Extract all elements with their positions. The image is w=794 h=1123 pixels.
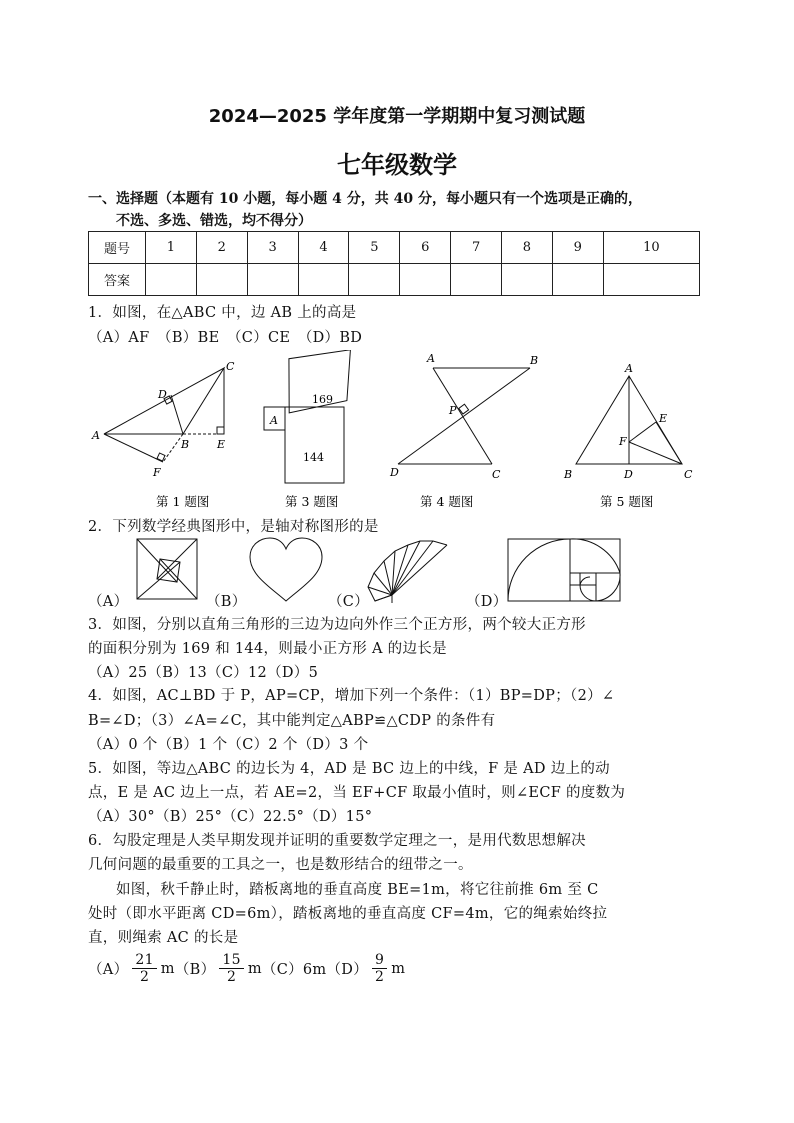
- spiral-fan-figure: [368, 541, 447, 603]
- row-label: 题号: [89, 232, 146, 264]
- q5-line1: 5．如图，等边△ABC 的边长为 4，AD 是 BC 边上的中线，F 是 AD 边上的动: [88, 761, 610, 777]
- q2-option-b: （B）: [206, 594, 247, 610]
- question-number: 6: [400, 232, 451, 264]
- q6-line1: 6．勾股定理是人类早期发现并证明的重要数学定理之一，是用代数思想解决: [88, 833, 586, 849]
- answer-cell[interactable]: [196, 264, 247, 296]
- q3-options: （A）25（B）13（C）12（D）5: [88, 665, 319, 681]
- q2-stem: 2．下列数学经典图形中，是轴对称图形的是: [88, 519, 379, 535]
- q5-line2: 点，E 是 AC 边上一点，若 AE=2，当 EF+CF 取最小值时，则∠ECF 的度数为: [88, 785, 626, 801]
- fig1-label-b: B: [181, 438, 190, 451]
- q6-option-b: （B）: [174, 962, 216, 979]
- fig3-caption: 第 3 题图: [285, 494, 339, 509]
- answer-cell[interactable]: [247, 264, 298, 296]
- unit-a: m: [160, 960, 175, 977]
- fig1-label-f: F: [153, 466, 161, 479]
- fraction-b-num: 15: [219, 952, 243, 969]
- unit-b: m: [247, 960, 262, 977]
- table-row: [89, 264, 700, 296]
- fig3-label-a: A: [270, 414, 278, 427]
- answer-cell[interactable]: [451, 264, 502, 296]
- q2-option-c: （C）: [328, 594, 369, 610]
- table-row: [89, 232, 700, 264]
- question-number: 8: [502, 232, 553, 264]
- fraction-a-den: 2: [139, 969, 150, 986]
- fig5-label-c: C: [684, 468, 693, 481]
- golden-spiral-figure: [508, 539, 620, 601]
- section-heading-cont: 不选、多选、错选，均不得分）: [116, 213, 312, 229]
- fraction-d: [372, 952, 387, 985]
- q2-option-d: （D）: [466, 594, 508, 610]
- fig5-label-e: E: [659, 412, 668, 425]
- q5-options: （A）30°（B）25°（C）22.5°（D）15°: [88, 809, 373, 825]
- unit-d: m: [391, 960, 406, 977]
- fig1-caption: 第 1 题图: [156, 494, 210, 509]
- fig5-label-f: F: [619, 435, 627, 448]
- q1-stem: 1．如图，在△ABC 中，边 AB 上的高是: [88, 305, 357, 321]
- fig1-label-e: E: [217, 438, 226, 451]
- fig4-label-a: A: [427, 352, 435, 365]
- answer-cell[interactable]: [146, 264, 197, 296]
- question-number: 5: [349, 232, 400, 264]
- q1-options: （A）AF （B）BE （C）CE （D）BD: [88, 330, 363, 346]
- answer-cell[interactable]: [552, 264, 603, 296]
- question-number: 10: [603, 232, 699, 264]
- figure-4: [398, 368, 530, 464]
- figure-1: [104, 368, 224, 462]
- q6-line3: 如图，秋千静止时，踏板离地的垂直高度 BE=1m，将它往前推 6m 至 C: [116, 882, 599, 898]
- fig4-label-c: C: [492, 468, 501, 481]
- fig4-label-b: B: [530, 354, 539, 367]
- q4-line2: B=∠D；（3）∠A=∠C，其中能判定△ABP≌△CDP 的条件有: [88, 713, 496, 729]
- fraction-b: [219, 952, 243, 985]
- fig5-label-a: A: [625, 362, 633, 375]
- q4-options: （A）0 个（B）1 个（C）2 个（D）3 个: [88, 737, 369, 753]
- fraction-a-num: 21: [132, 952, 156, 969]
- q6-line4: 处时（即水平距离 CD=6m），踏板离地的垂直高度 CF=4m，它的绳索始终拉: [88, 906, 608, 922]
- fig4-label-d: D: [390, 466, 399, 479]
- q2-option-a: （A）: [88, 594, 129, 610]
- q3-line1: 3．如图，分别以直角三角形的三边为边向外作三个正方形，两个较大正方形: [88, 617, 586, 633]
- question-number: 3: [247, 232, 298, 264]
- question-number: 4: [298, 232, 349, 264]
- q2-figures: [0, 535, 794, 605]
- answer-cell[interactable]: [400, 264, 451, 296]
- section-heading: 一、选择题（本题有 10 小题，每小题 4 分，共 40 分，每小题只有一个选项是正确的，: [88, 191, 642, 207]
- fig3-label-169: 169: [312, 393, 333, 406]
- fig4-caption: 第 4 题图: [420, 494, 474, 509]
- figures-row: [0, 350, 794, 515]
- answer-cell[interactable]: [298, 264, 349, 296]
- pinwheel-figure: [137, 539, 197, 599]
- q6-option-c: （C）6m: [261, 962, 327, 979]
- question-number: 1: [146, 232, 197, 264]
- fraction-b-den: 2: [227, 969, 237, 986]
- fig5-label-d: D: [624, 468, 633, 481]
- answer-cell[interactable]: [502, 264, 553, 296]
- exam-title: 2024—2025 学年度第一学期期中复习测试题: [208, 106, 586, 127]
- fig1-label-d: D: [158, 388, 167, 401]
- fraction-d-num: 9: [372, 952, 387, 969]
- fig4-label-p: P: [449, 404, 457, 417]
- q6-options: [88, 952, 405, 985]
- subject-title: 七年级数学: [337, 151, 457, 179]
- row-label: 答案: [89, 264, 146, 296]
- q3-line2: 的面积分别为 169 和 144，则最小正方形 A 的边长是: [88, 641, 447, 657]
- answer-table: [88, 231, 700, 296]
- fig5-label-b: B: [564, 468, 573, 481]
- q6-line5: 直，则绳索 AC 的长是: [88, 930, 239, 946]
- fraction-a: [132, 952, 156, 985]
- heart-figure: [250, 538, 322, 601]
- answer-cell[interactable]: [349, 264, 400, 296]
- fraction-d-den: 2: [375, 969, 385, 986]
- question-number: 7: [451, 232, 502, 264]
- question-number: 2: [196, 232, 247, 264]
- q6-option-a: （A）: [88, 962, 129, 979]
- fig5-caption: 第 5 题图: [600, 494, 654, 509]
- answer-cell[interactable]: [603, 264, 699, 296]
- fig1-label-a: A: [92, 429, 100, 442]
- q6-line2: 几何问题的最重要的工具之一，也是数形结合的纽带之一。: [88, 857, 473, 873]
- q6-option-d: （D）: [326, 962, 369, 979]
- fig3-label-144: 144: [303, 451, 324, 464]
- fig1-label-c: C: [226, 360, 235, 373]
- question-number: 9: [552, 232, 603, 264]
- q4-line1: 4．如图，AC⊥BD 于 P，AP=CP，增加下列一个条件：（1）BP=DP；（2）∠: [88, 688, 615, 704]
